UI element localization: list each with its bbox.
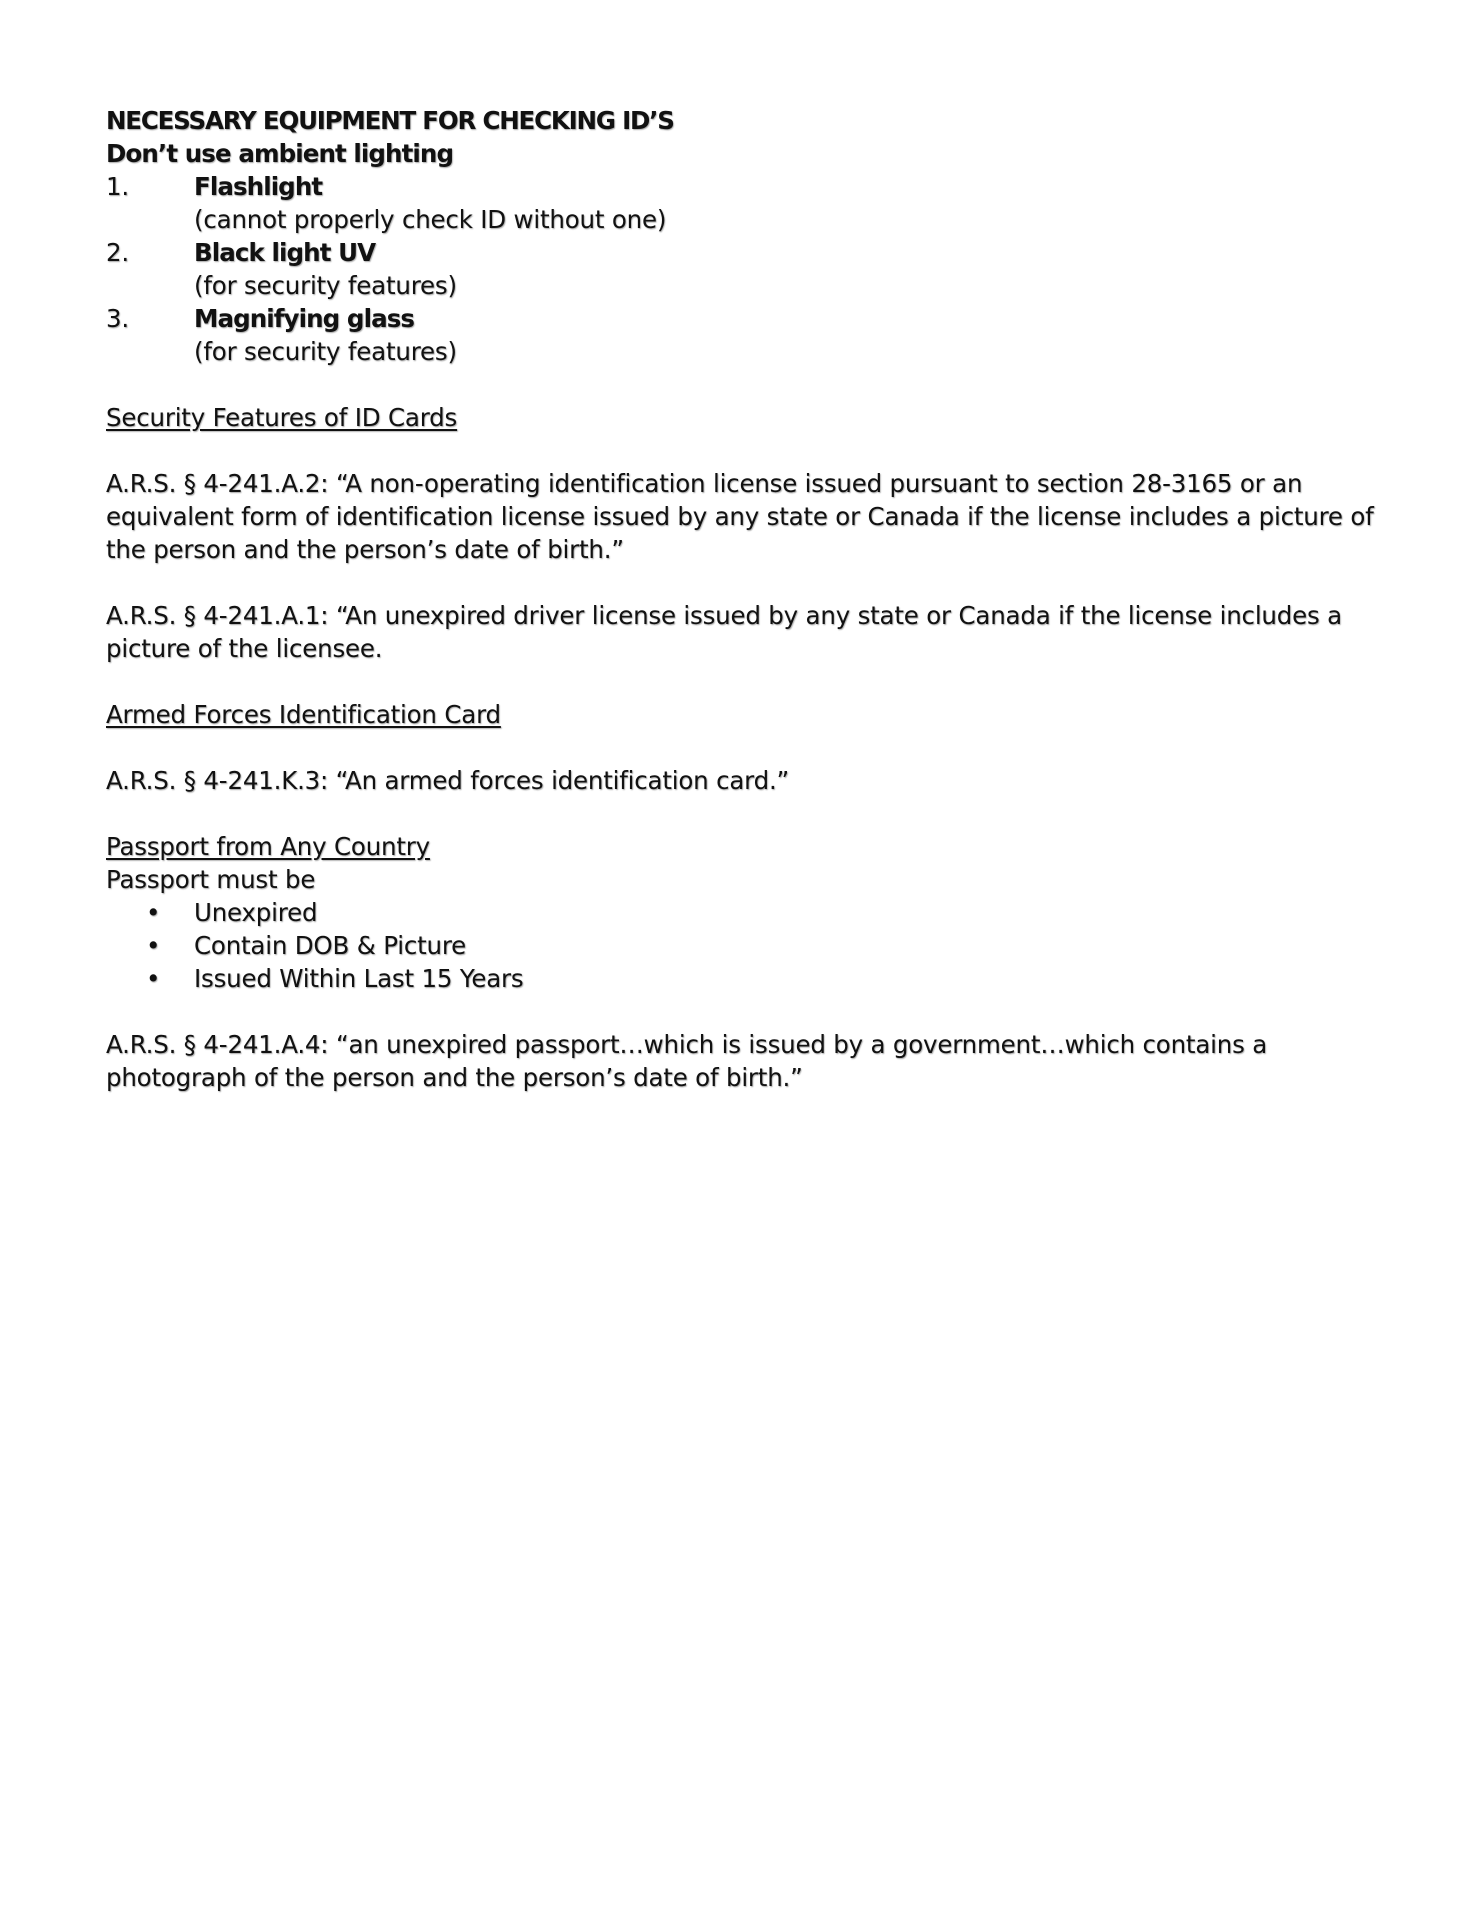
spacer	[106, 368, 1376, 401]
section-title-security: Security Features of ID Cards	[106, 403, 458, 432]
spacer	[106, 665, 1376, 698]
equipment-note: (for security features)	[194, 337, 457, 366]
spacer	[106, 995, 1376, 1028]
page-subheading: Don’t use ambient lighting	[106, 139, 454, 168]
equipment-number: 1.	[106, 172, 129, 201]
bullet-icon: •	[146, 964, 161, 993]
equipment-name: Flashlight	[194, 172, 323, 201]
spacer	[106, 797, 1376, 830]
document-content	[106, 104, 1376, 1094]
list-item	[106, 929, 1376, 962]
passport-requirements-list	[106, 896, 1376, 995]
equipment-name: Magnifying glass	[194, 304, 415, 333]
bullet-icon: •	[146, 898, 161, 927]
section-title-passport: Passport from Any Country	[106, 832, 430, 861]
page-heading: NECESSARY EQUIPMENT FOR CHECKING ID’S	[106, 106, 674, 135]
statute-paragraph: A.R.S. § 4-241.A.4: “an unexpired passport…which is issued by a government…which contains a photograph of the person and the person’s date of birth.”	[106, 1030, 1268, 1092]
statute-paragraph: A.R.S. § 4-241.A.1: “An unexpired driver license issued by any state or Canada if the license includes a picture of the licensee.	[106, 601, 1342, 663]
statute-paragraph: A.R.S. § 4-241.K.3: “An armed forces identification card.”	[106, 766, 790, 795]
spacer	[106, 566, 1376, 599]
requirement-text: Contain DOB & Picture	[194, 931, 467, 960]
equipment-note: (for security features)	[194, 271, 457, 300]
equipment-number: 2.	[106, 238, 129, 267]
equipment-list	[106, 170, 1376, 368]
statute-paragraph: A.R.S. § 4-241.A.2: “A non-operating identification license issued pursuant to section 28-3165 or an equivalent form of identification license issued by any state or Canada if the license includes a picture of the person and the person’s date of birth.”	[106, 469, 1374, 564]
equipment-name: Black light UV	[194, 238, 376, 267]
equipment-number: 3.	[106, 304, 129, 333]
equipment-item	[106, 302, 1376, 335]
equipment-item	[106, 236, 1376, 269]
list-item	[106, 962, 1376, 995]
spacer	[106, 434, 1376, 467]
bullet-icon: •	[146, 931, 161, 960]
section-title-armed-forces: Armed Forces Identification Card	[106, 700, 501, 729]
equipment-note: (cannot properly check ID without one)	[194, 205, 667, 234]
requirement-text: Unexpired	[194, 898, 318, 927]
requirement-text: Issued Within Last 15 Years	[194, 964, 524, 993]
equipment-item	[106, 170, 1376, 203]
passport-intro: Passport must be	[106, 865, 316, 894]
list-item	[106, 896, 1376, 929]
spacer	[106, 731, 1376, 764]
